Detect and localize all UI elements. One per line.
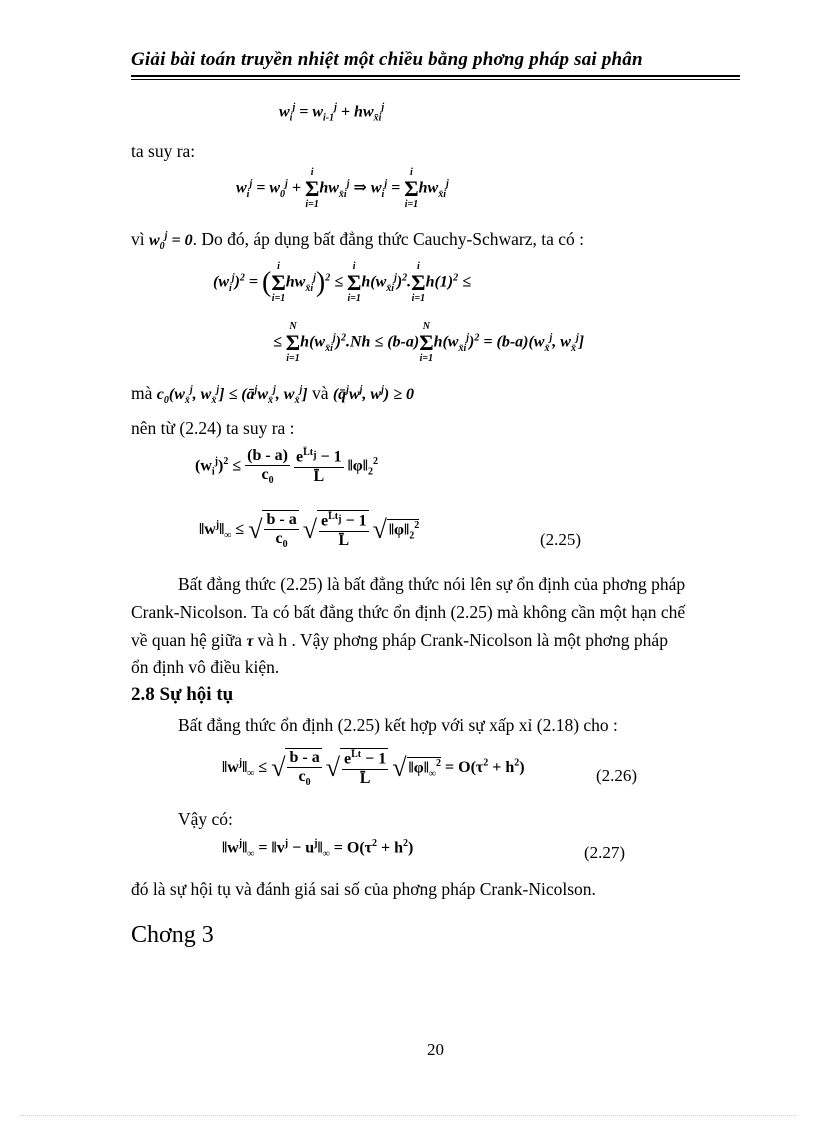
equation-2-26: $‖w^j‖_\infty$ ≤ √ $\frac{b - a}{c_0}$ √ $\frac{e^{L̄t} - 1}{L̄}$ √ $‖\varphi‖_\infty^2 = O(\tau^2 + h^2)$ <box>222 749 525 789</box>
equation-wi-bound: $(w_i^j)^2$ ≤ $\frac{(b - a)}{c_0}$ $\frac{e^{L̄t_j} - 1}{L̄}$ $‖\varphi‖_2^2$ <box>195 447 378 487</box>
equation-cauchy-line1: $(w_i^j)^2 = (i$ Σ $i=1hw_{x̄i}^j)^2 \le i$ Σ $i=1h(w_{x̄i}^j)^2.i$ Σ $i=1h(1)^2$ ≤ <box>213 261 471 304</box>
paragraph-convergence: Bất đẳng thức ổn định (2.25) kết hợp với sự xấp xỉ (2.18) cho : <box>178 715 618 735</box>
equation-2-27: $‖w^j‖_\infty$ = $‖v^j$ − $u^j‖_\infty = O(\tau^2 + h^2)$ <box>222 838 414 860</box>
text-vay-co: Vậy có: <box>178 809 233 829</box>
equation-2-25: $‖w^j‖_\infty$ ≤ √ $\frac{b - a}{c_0}$ √ $\frac{e^{L̄t_j} - 1}{L̄}$ √ $‖\varphi‖_2^2$ <box>199 511 420 551</box>
page-bottom-divider <box>20 1115 796 1116</box>
section-heading-convergence: 2.8 Sự hội tụ <box>131 684 234 705</box>
text-ma: mà <box>131 383 153 403</box>
text-quan-he: về quan hệ giữa <box>131 630 243 650</box>
paragraph-stability-line1: Bất đẳng thức (2.25) là bất đẳng thức nói lên sự ổn định của phơng pháp <box>178 574 686 594</box>
paragraph-conclusion: đó là sự hội tụ và đánh giá sai số của phơng pháp Crank-Nicolson. <box>131 879 596 899</box>
equation-q-positive: ($q̄^jw^j$, $w^j) \ge 0$ <box>332 384 414 403</box>
text-va: và <box>311 383 329 403</box>
equation-c0-inequality: $c_0(w_{x̄}^j$, $w_{x̄}^j$] ≤ ($ā^jw_{x̄}^j$, $w_{x̄}^j$] <box>156 384 308 407</box>
symbol-tau: τ <box>246 633 258 650</box>
paragraph-stability-line4: ổn định vô điều kiện. <box>131 657 280 677</box>
equation-cauchy-line2: ≤ N Σ $i=1h(w_{x̄i}^j)^2.Nh \le (b-a)N$ Σ $i=1h(w_{x̄i}^j)^2 = (b-a)(w_{x̄}^j$, $w_{x̄}^j$] <box>273 321 585 364</box>
text-ma-line <box>131 383 414 406</box>
equation-number-2-25: (2.25) <box>540 530 582 549</box>
paragraph-stability-line2: Crank-Nicolson. Ta có bất đẳng thức ổn định (2.25) mà không cần một hạn chế <box>131 602 686 622</box>
text-va-h: và h . Vậy phơng pháp Crank-Nicolson là một phơng pháp <box>257 630 668 650</box>
header-rule-thin <box>131 79 740 80</box>
text-vi-line <box>131 229 584 252</box>
page-number: 20 <box>427 1040 444 1059</box>
text-nen-tu: nên từ (2.24) ta suy ra : <box>131 418 295 438</box>
paragraph-stability-line3 <box>131 630 668 651</box>
equation-w0-zero: $w_0^j = 0$ <box>149 230 193 253</box>
chapter-heading: Chơng 3 <box>131 922 214 948</box>
text-ta-suy-ra: ta suy ra: <box>131 141 196 161</box>
equation-number-2-26: (2.26) <box>596 766 638 785</box>
text-cauchy-schwarz: . Do đó, áp dụng bất đẳng thức Cauchy-Schwarz, ta có : <box>192 229 585 249</box>
equation-number-2-27: (2.27) <box>584 843 626 862</box>
equation-wi-recurrence: $w_i^j = w_{i-1}^j + hw_{x̄i}^j$ <box>279 102 385 124</box>
page-header-title: Giải bài toán truyền nhiệt một chiều bằng phơng pháp sai phân <box>131 49 643 70</box>
header-rule-thick <box>131 75 740 77</box>
equation-wi-sum: $w_i^j = w_0^j + i$ Σ $i=1hw_{x̄i}^j$ ⇒ $w_i^j = i$ Σ $i=1hw_{x̄i}^j$ <box>236 167 449 210</box>
text-vi: vì <box>131 229 145 249</box>
